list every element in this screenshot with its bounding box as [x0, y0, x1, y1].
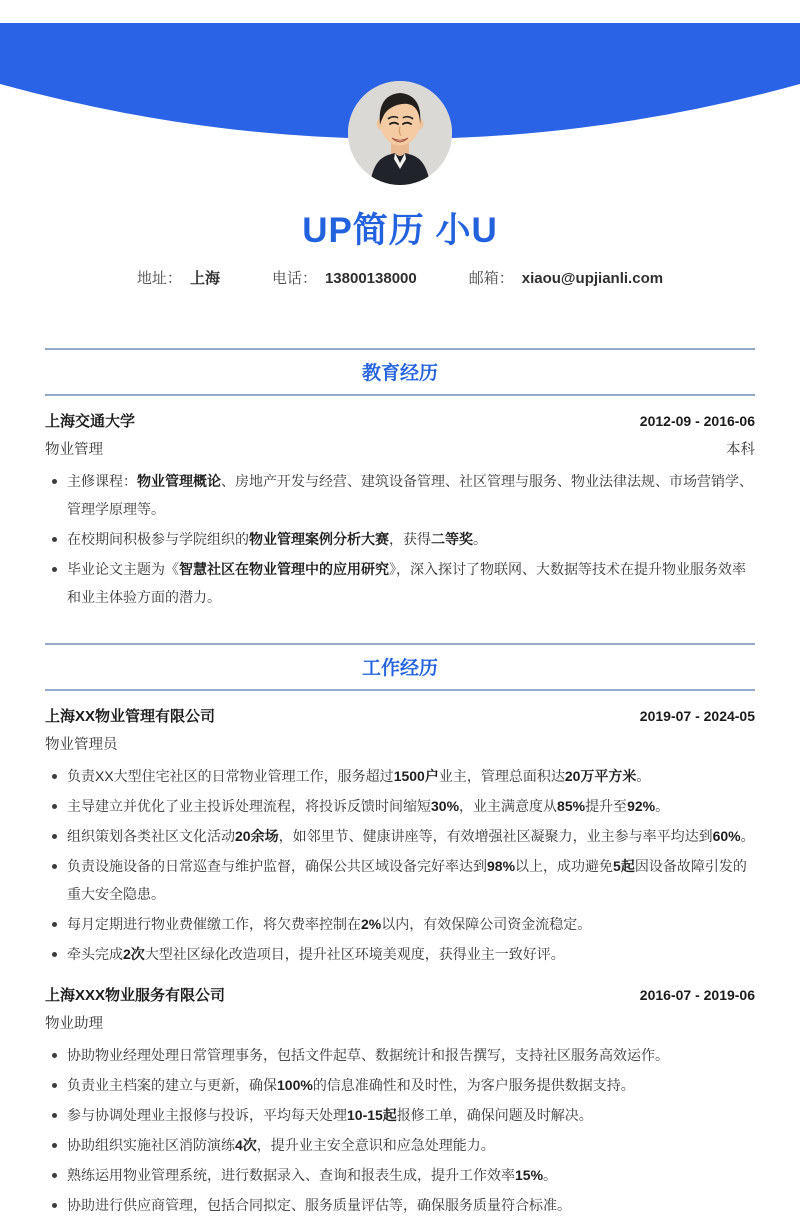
bullet-highlight: 98%	[487, 858, 516, 874]
bullet-highlight: 4次	[235, 1137, 257, 1153]
resume-section	[45, 643, 755, 1219]
bullet-list	[45, 1041, 755, 1219]
bullet-text: 协助物业经理处理日常管理事务，包括文件起草、数据统计和报告撰写，支持社区服务高效运作。	[67, 1047, 669, 1063]
bullet-text: 牵头完成	[67, 946, 123, 962]
bullet-text: 的信息准确性和及时性，为客户服务提供数据支持。	[312, 1077, 635, 1093]
bullet-item	[45, 822, 755, 850]
bullet-item	[45, 762, 755, 790]
bullet-highlight: 85%	[557, 798, 586, 814]
bullet-text: 协助进行供应商管理，包括合同拟定、服务质量评估等，确保服务质量符合标准。	[67, 1197, 571, 1213]
resume-section	[45, 348, 755, 611]
bullet-text: 协助组织实施社区消防演练	[67, 1137, 235, 1153]
bullet-list	[45, 467, 755, 611]
bullet-text: 以内，有效保障公司资金流稳定。	[381, 916, 592, 932]
bullet-text: 》，深入探讨了物联网、大数据等技术在提升物业服务效率和业主体验方面的潜力。	[67, 561, 746, 605]
contact-email-value: xiaou@upjianli.com	[521, 270, 664, 287]
bullet-highlight: 20万平方米	[564, 768, 637, 784]
bullet-highlight: 100%	[277, 1077, 313, 1093]
resume-entry	[45, 705, 755, 968]
position-title: 物业管理员	[45, 737, 118, 753]
bullet-text: 。	[473, 531, 487, 547]
contact-phone	[272, 268, 417, 290]
bullet-item	[45, 852, 755, 908]
bullet-item	[45, 1191, 755, 1219]
bullet-item	[45, 940, 755, 968]
entry-header-row	[45, 705, 755, 726]
contact-address	[137, 268, 220, 290]
bullet-text: ，如邻里节、健康讲座等，有效增强社区凝聚力，业主参与率平均达到	[278, 828, 713, 844]
bullet-highlight: 10-15起	[347, 1107, 397, 1123]
bullet-item	[45, 910, 755, 938]
section-title: 教育经历	[361, 363, 438, 384]
position-title: 物业管理	[45, 442, 103, 458]
bullet-highlight: 物业管理案例分析大赛	[249, 531, 389, 547]
entry-header-row	[45, 984, 755, 1005]
bullet-highlight: 2次	[123, 946, 145, 962]
entry-subtitle-row	[45, 1012, 755, 1033]
bullet-highlight: 二等奖	[431, 531, 473, 547]
bullet-text: 负责XX大型住宅社区的日常物业管理工作，服务超过	[67, 768, 394, 784]
bullet-text: 。	[543, 1167, 558, 1183]
section-divider-bottom	[45, 394, 755, 396]
bullet-text: 大型社区绿化改造项目，提升社区环境美观度，获得业主一致好评。	[144, 946, 565, 962]
bullet-highlight: 1500户	[393, 768, 439, 784]
bullet-highlight: 5起	[613, 858, 635, 874]
section-divider-bottom	[45, 689, 755, 691]
bullet-text: 主导建立并优化了业主投诉处理流程，将投诉反馈时间缩短	[67, 798, 431, 814]
bullet-highlight: 15%	[515, 1167, 544, 1183]
bullet-highlight: 92%	[627, 798, 656, 814]
bullet-text: 业主，管理总面积达	[438, 768, 565, 784]
bullet-text: 主修课程：	[67, 473, 137, 489]
bullet-item	[45, 1041, 755, 1069]
bullet-highlight: 2%	[361, 916, 382, 932]
bullet-text: ，业主满意度从	[459, 798, 558, 814]
bullet-item	[45, 555, 755, 611]
date-range: 2019-07 - 2024-05	[639, 708, 755, 724]
contact-email	[469, 268, 663, 290]
bullet-text: 。	[655, 798, 670, 814]
degree-label: 本科	[726, 442, 755, 458]
bullet-text: 在校期间积极参与学院组织的	[67, 531, 249, 547]
entry-subtitle-row	[45, 733, 755, 754]
bullet-text: 、房地产开发与经营、建筑设备管理、社区管理与服务、物业法律法规、市场营销学、管理学原理等。	[67, 473, 753, 517]
bullet-text: ，提升业主安全意识和应急处理能力。	[256, 1137, 495, 1153]
bullet-text: 组织策划各类社区文化活动	[67, 828, 235, 844]
organization-name: 上海交通大学	[45, 413, 136, 430]
organization-name: 上海XXX物业服务有限公司	[45, 987, 226, 1004]
bullet-text: 熟练运用物业管理系统，进行数据录入、查询和报表生成，提升工作效率	[67, 1167, 515, 1183]
bullet-item	[45, 467, 755, 523]
page-title: UP简历 小U	[302, 211, 498, 250]
entry-header-row	[45, 410, 755, 431]
contact-address-value: 上海	[189, 270, 220, 287]
bullet-highlight: 物业管理概论	[137, 473, 221, 489]
bullet-text: ，获得	[389, 531, 431, 547]
bullet-highlight: 60%	[712, 828, 741, 844]
resume-entry	[45, 984, 755, 1219]
organization-name: 上海XX物业管理有限公司	[45, 708, 216, 725]
bullet-highlight: 智慧社区在物业管理中的应用研究	[179, 561, 389, 577]
bullet-item	[45, 1101, 755, 1129]
position-title: 物业助理	[45, 1016, 103, 1032]
bullet-item	[45, 792, 755, 820]
bullet-item	[45, 1071, 755, 1099]
bullet-item	[45, 525, 755, 553]
date-range: 2012-09 - 2016-06	[639, 413, 755, 429]
bullet-text: 每月定期进行物业费催缴工作，将欠费率控制在	[67, 916, 361, 932]
entry-subtitle-row	[45, 438, 755, 459]
bullet-item	[45, 1131, 755, 1159]
resume-entry	[45, 410, 755, 611]
bullet-text: 参与协调处理业主报修与投诉，平均每天处理	[67, 1107, 347, 1123]
contact-phone-label: 电话：	[271, 270, 317, 287]
bullet-highlight: 20余场	[235, 828, 279, 844]
avatar	[348, 81, 452, 185]
contact-row	[0, 268, 800, 290]
bullet-text: 毕业论文主题为《	[67, 561, 179, 577]
section-title: 工作经历	[361, 658, 438, 679]
contact-email-label: 邮箱：	[468, 270, 514, 287]
bullet-text: 因设备故障引发的重大安全隐患。	[67, 858, 747, 902]
bullet-text: 以上，成功避免	[515, 858, 614, 874]
contact-phone-value: 13800138000	[324, 270, 417, 287]
resume-sections	[45, 348, 755, 1221]
bullet-text: 报修工单，确保问题及时解决。	[396, 1107, 593, 1123]
bullet-text: 负责业主档案的建立与更新，确保	[67, 1077, 277, 1093]
date-range: 2016-07 - 2019-06	[639, 987, 755, 1003]
bullet-text: 。	[740, 828, 755, 844]
bullet-text: 。	[636, 768, 651, 784]
bullet-highlight: 30%	[431, 798, 460, 814]
bullet-list	[45, 762, 755, 968]
bullet-item	[45, 1161, 755, 1189]
avatar-portrait-illustration	[348, 81, 452, 185]
contact-address-label: 地址：	[136, 270, 182, 287]
bullet-text: 负责设施设备的日常巡查与维护监督，确保公共区域设备完好率达到	[67, 858, 487, 874]
bullet-text: 提升至	[585, 798, 628, 814]
